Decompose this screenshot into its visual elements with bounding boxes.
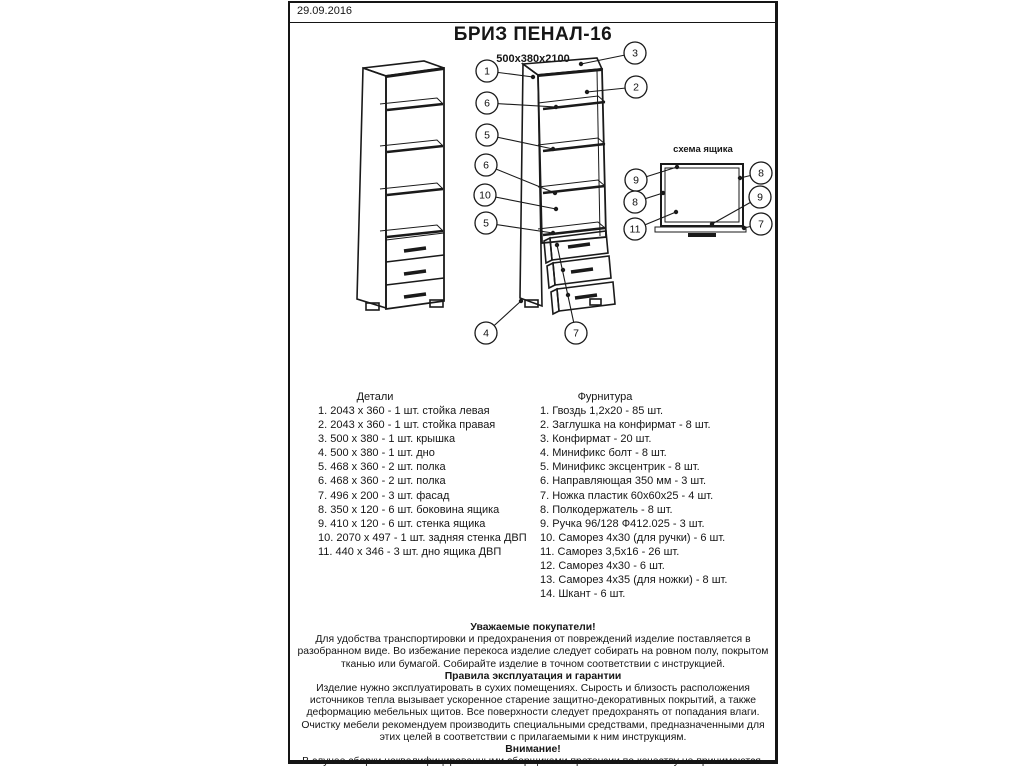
callout-number: 1 bbox=[484, 65, 490, 78]
hardware-item: 9. Ручка 96/128 Ф412.025 - 3 шт. bbox=[540, 517, 705, 530]
callout-number: 8 bbox=[758, 167, 764, 180]
callout bbox=[475, 212, 555, 235]
callout-number: 3 bbox=[632, 47, 638, 60]
callout bbox=[624, 210, 678, 240]
callout-number: 5 bbox=[484, 129, 490, 142]
hardware-item: 10. Саморез 4х30 (для ручки) - 6 шт. bbox=[540, 531, 726, 544]
hardware-item: 7. Ножка пластик 60х60х25 - 4 шт. bbox=[540, 489, 714, 502]
hardware-item: 14. Шкант - 6 шт. bbox=[540, 588, 626, 601]
hardware-item: 3. Конфирмат - 20 шт. bbox=[540, 433, 652, 446]
notes-rules-text: Изделие нужно эксплуатировать в сухих помещениях. Сырость и близость расположения источников тепла вызывает ускоренное старение защитно-декоративных покрытий, а также деформацию мебельных щитов. Все поверхности следует предохранять от попадания влаги. Очистку мебели рекомендуем производить специальными средствами, предназначенными для этих целей в соответствии с прилагаемыми к ним инструкциям. bbox=[301, 683, 765, 743]
parts-item: 10. 2070 х 497 - 1 шт. задняя стенка ДВП bbox=[318, 531, 527, 544]
callout-number: 6 bbox=[483, 159, 489, 172]
parts-item: 1. 2043 х 360 - 1 шт. стойка левая bbox=[318, 405, 490, 417]
callout-number: 5 bbox=[483, 217, 489, 230]
hardware-item: 1. Гвоздь 1,2х20 - 85 шт. bbox=[540, 405, 664, 417]
scheme-callouts bbox=[624, 162, 772, 240]
cabinet-callouts bbox=[474, 42, 647, 344]
parts-item: 11. 440 х 346 - 3 шт. дно ящика ДВП bbox=[318, 545, 502, 558]
hardware-heading: Фурнитура bbox=[577, 391, 633, 403]
drawer-scheme-title: схема ящика bbox=[673, 144, 733, 155]
callout bbox=[474, 184, 558, 211]
callout bbox=[579, 42, 646, 66]
parts-list bbox=[318, 404, 527, 559]
parts-item: 9. 410 х 120 - 6 шт. стенка ящика bbox=[318, 517, 486, 530]
hardware-item: 11. Саморез 3,5х16 - 26 шт. bbox=[540, 545, 680, 558]
callout-number: 2 bbox=[633, 81, 639, 94]
parts-item: 4. 500 х 380 - 1 шт. дно bbox=[318, 447, 435, 460]
right-cabinet-drawing bbox=[520, 58, 615, 314]
callout-number: 4 bbox=[483, 327, 489, 340]
callout bbox=[585, 76, 647, 98]
drawer-scheme-drawing bbox=[655, 164, 746, 237]
callout-number: 10 bbox=[479, 189, 491, 202]
parts-item: 6. 468 х 360 - 2 шт. полка bbox=[318, 475, 446, 488]
left-cabinet-drawing bbox=[357, 61, 444, 310]
page-title: БРИЗ ПЕНАЛ-16 bbox=[453, 24, 613, 45]
notes-attention-title: Внимание! bbox=[505, 744, 561, 756]
page-subtitle: 500х380х2100 bbox=[496, 53, 570, 65]
callout bbox=[475, 299, 523, 344]
parts-item: 7. 496 х 200 - 3 шт. фасад bbox=[318, 489, 450, 502]
callout-number: 8 bbox=[632, 196, 638, 209]
header-date: 29.09.2016 bbox=[297, 5, 353, 17]
hardware-list bbox=[540, 404, 727, 601]
hardware-item: 5. Минификс эксцентрик - 8 шт. bbox=[540, 461, 700, 474]
parts-item: 5. 468 х 360 - 2 шт. полка bbox=[318, 461, 446, 474]
callout-number: 9 bbox=[757, 191, 763, 204]
parts-heading: Детали bbox=[356, 391, 394, 403]
callout-number: 11 bbox=[629, 223, 641, 236]
parts-item: 2. 2043 х 360 - 1 шт. стойка правая bbox=[318, 419, 496, 432]
callout bbox=[476, 124, 555, 151]
notes-rules-title: Правила эксплуатация и гарантии bbox=[444, 670, 622, 682]
callout-number: 7 bbox=[573, 327, 579, 340]
callout-number: 6 bbox=[484, 97, 490, 110]
hardware-item: 6. Направляющая 350 мм - 3 шт. bbox=[540, 475, 707, 488]
parts-item: 3. 500 х 380 - 1 шт. крышка bbox=[318, 433, 456, 446]
notes-attention-text: В случае сборки неквалифицированными сборщиками претензии по качеству не принимаются. bbox=[302, 756, 764, 768]
callout bbox=[625, 165, 679, 191]
hardware-item: 4. Минификс болт - 8 шт. bbox=[540, 447, 667, 460]
parts-item: 8. 350 х 120 - 6 шт. боковина ящика bbox=[318, 503, 500, 516]
notes-greeting-title: Уважаемые покупатели! bbox=[470, 622, 596, 633]
notes-greeting-text: Для удобства транспортировки и предохранения от повреждений изделие поставляется в разобранном виде. Во избежание перекоса изделие следует собирать на ровном полу, покрытом тканью или бумагой. Собирайте изделие в точном соответствии с инструкцией. bbox=[297, 634, 769, 670]
notes-block bbox=[291, 622, 775, 768]
hardware-item: 2. Заглушка на конфирмат - 8 шт. bbox=[540, 419, 711, 432]
hardware-item: 12. Саморез 4х30 - 6 шт. bbox=[540, 560, 665, 573]
callout-number: 7 bbox=[758, 218, 764, 231]
callout bbox=[476, 92, 558, 114]
callout bbox=[624, 191, 665, 213]
callout-number: 9 bbox=[633, 174, 639, 187]
hardware-item: 13. Саморез 4х35 (для ножки) - 8 шт. bbox=[540, 574, 728, 587]
hardware-item: 8. Полкодержатель - 8 шт. bbox=[540, 503, 673, 516]
